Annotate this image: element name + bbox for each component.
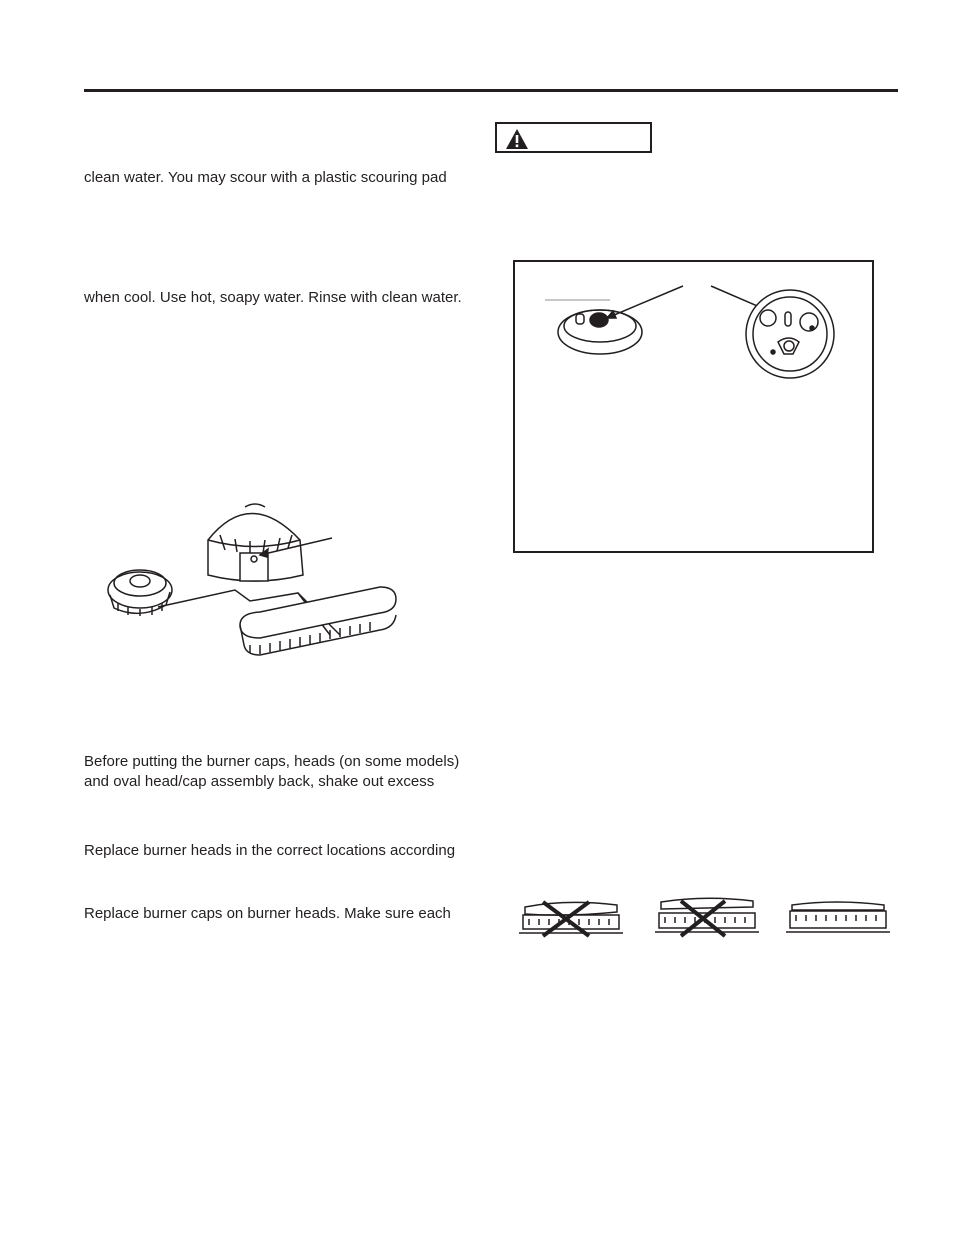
paragraph-shake-out-line2: and oval head/cap assembly back, shake out excess	[84, 773, 435, 790]
incorrect-offset-cap	[655, 895, 760, 939]
header-rule	[84, 89, 898, 92]
burner-assembly-illustration	[100, 495, 400, 665]
warning-label-box	[495, 122, 652, 153]
incorrect-tilted-cap	[517, 897, 622, 939]
burner-base-figure	[513, 260, 874, 553]
paragraph-shake-out-line1: Before putting the burner caps, heads (on some models)	[84, 753, 460, 770]
burner-base-drawing	[515, 262, 872, 551]
paragraph-replace-caps: Replace burner caps on burner heads. Make sure each	[84, 905, 451, 922]
paragraph-soapy-water: when cool. Use hot, soapy water. Rinse with clean water.	[84, 289, 462, 306]
paragraph-replace-heads: Replace burner heads in the correct locations according	[84, 842, 456, 859]
paragraph-scour: clean water. You may scour with a plastic scouring pad	[84, 169, 447, 186]
correct-cap	[786, 897, 891, 939]
warning-triangle-icon	[505, 128, 529, 150]
